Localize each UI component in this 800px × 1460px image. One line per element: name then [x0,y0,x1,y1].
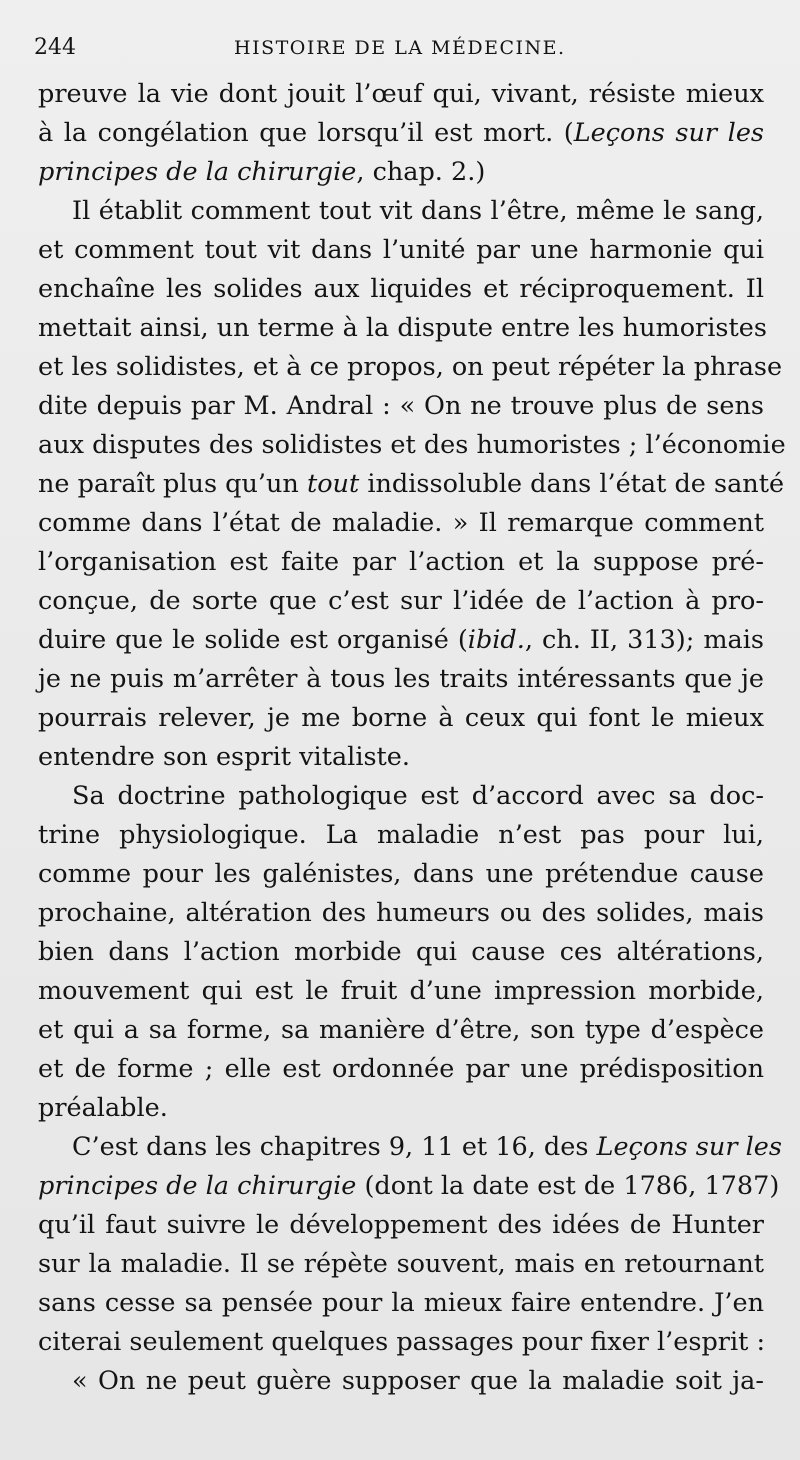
page-header [34,34,764,62]
text-line: enchaîne les solides aux liquides et réciproquement. Il [38,274,764,304]
text-line: je ne puis m’arrêter à tous les traits intéressants que je [38,664,764,694]
page-number: 244 [34,35,76,60]
text-line: préalable. [38,1093,168,1123]
text-line: conçue, de sorte que c’est sur l’idée de l’action à pro- [38,586,764,616]
text-segment: à la congélation que lorsqu’il est mort. ( [38,118,574,148]
text-line: qu’il faut suivre le développement des idées de Hunter [38,1210,764,1240]
text-line: comme dans l’état de maladie. » Il remarque comment [38,508,764,538]
text-segment: ne paraît plus qu’un [38,469,307,499]
text-line: entendre son esprit vitaliste. [38,742,411,772]
text-line: dite depuis par M. Andral : « On ne trouve plus de sens [38,391,764,421]
text-line: pourrais relever, je me borne à ceux qui font le mieux [38,703,764,733]
italic-title: principes de la chirurgie [38,1171,357,1201]
text-line [38,114,764,153]
italic-title: Leçons sur les [596,1132,782,1162]
text-line: sur la maladie. Il se répète souvent, mais en retournant [38,1249,764,1279]
italic-title: Leçons sur les [573,118,764,148]
italic-word: tout [306,469,360,499]
text-segment: , ch. II, 313); mais [524,625,764,655]
text-segment: indissoluble dans l’état de santé [359,469,785,499]
running-head: HISTOIRE DE LA MÉDECINE. [234,37,566,59]
text-line: comme pour les galénistes, dans une prétendue cause [38,859,764,889]
text-line: mouvement qui est le fruit d’une impression morbide, [38,976,764,1006]
text-line: Il établit comment tout vit dans l’être, même le sang, [72,196,764,226]
text-line: et qui a sa forme, sa manière d’être, son type d’espèce [38,1015,764,1045]
body-text [38,75,786,1401]
text-line: et les solidistes, et à ce propos, on peut répéter la phrase [38,352,783,382]
text-line: l’organisation est faite par l’action et la suppose pré- [38,547,764,577]
text-line: et comment tout vit dans l’unité par une harmonie qui [38,235,764,265]
text-line: aux disputes des solidistes et des humoristes ; l’économie [38,430,786,460]
text-line [38,621,764,660]
text-segment: (dont la date est de 1786, 1787) [356,1171,780,1201]
text-line: Sa doctrine pathologique est d’accord avec sa doc- [72,781,764,811]
italic-title: principes de la chirurgie [38,157,357,187]
text-line: mettait ainsi, un terme à la dispute entre les humoristes [38,313,767,343]
text-line: citerai seulement quelques passages pour fixer l’esprit : [38,1327,766,1357]
text-line: trine physiologique. La maladie n’est pas pour lui, [38,820,764,850]
text-line [38,153,764,192]
text-segment: duire que le solide est organisé ( [38,625,468,655]
text-line: prochaine, altération des humeurs ou des solides, mais [38,898,764,928]
text-line: « On ne peut guère supposer que la maladie soit ja- [72,1366,764,1396]
text-segment: C’est dans les chapitres 9, 11 et 16, des [72,1132,597,1162]
italic-word: ibid. [467,625,525,655]
text-line [38,465,785,504]
text-line [38,1167,780,1206]
text-segment: , chap. 2.) [356,157,486,187]
text-line [38,1128,782,1167]
text-line: preuve la vie dont jouit l’œuf qui, vivant, résiste mieux [38,79,764,109]
text-line: sans cesse sa pensée pour la mieux faire entendre. J’en [38,1288,764,1318]
text-line: bien dans l’action morbide qui cause ces altérations, [38,937,764,967]
text-line: et de forme ; elle est ordonnée par une prédisposition [38,1054,764,1084]
